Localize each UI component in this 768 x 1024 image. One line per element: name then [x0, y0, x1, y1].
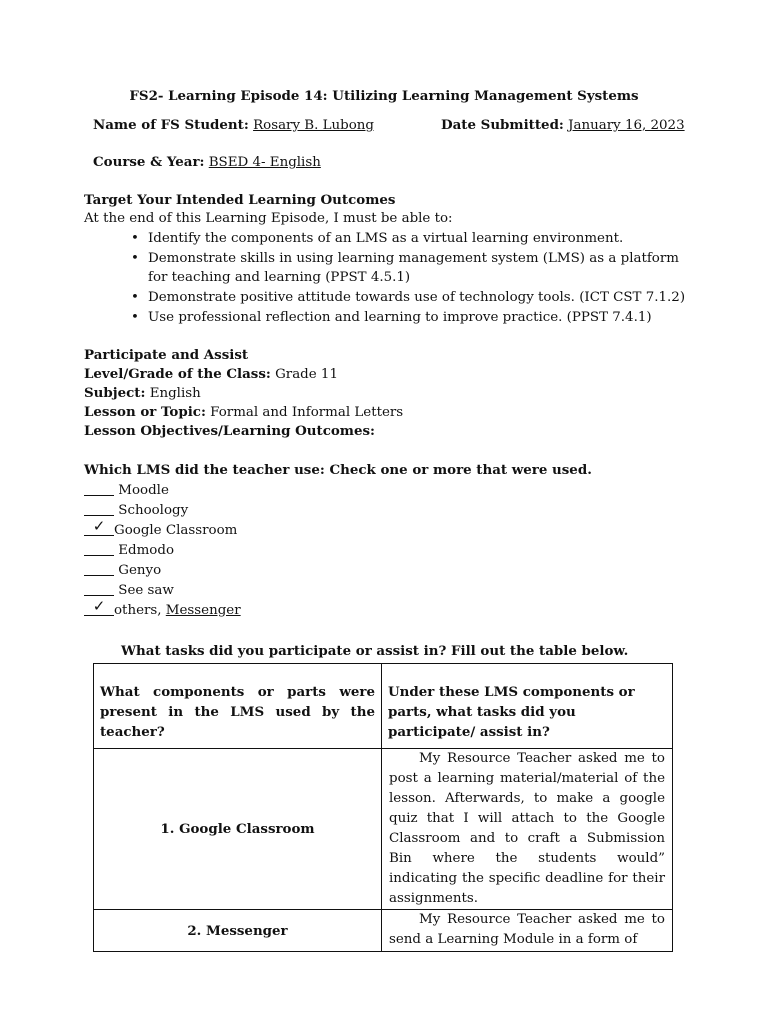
- lms-option-label: See saw: [118, 583, 174, 598]
- date-submitted-line: [441, 116, 685, 135]
- check-mark-icon: ✓: [92, 597, 106, 615]
- blank-line: [84, 501, 114, 516]
- lms-option-google-classroom: [84, 517, 238, 540]
- blank-line: [84, 561, 114, 576]
- subject-label: Subject:: [84, 385, 146, 401]
- lms-option-moodle: [84, 481, 169, 500]
- subject-value: English: [149, 386, 201, 401]
- outcome-item: • Use professional reflection and learning to improve practice. (PPST 7.4.1): [128, 308, 688, 327]
- course-year-line: [93, 153, 321, 172]
- class-level-line: [84, 365, 338, 384]
- table-row: [94, 910, 673, 952]
- course-year-label: Course & Year:: [93, 154, 205, 170]
- lms-option-edmodo: [84, 541, 174, 560]
- lms-option-others: [84, 597, 241, 620]
- outcome-item: • Demonstrate skills in using learning management system (LMS) as a platform for teaching and learning (PPST 4.5.1): [128, 249, 688, 287]
- component-cell: 2. Messenger: [94, 910, 382, 952]
- topic-value: Formal and Informal Letters: [210, 405, 404, 420]
- topic-label: Lesson or Topic:: [84, 404, 206, 420]
- participate-heading: Participate and Assist: [84, 347, 249, 363]
- outcome-item: • Identify the components of an LMS as a virtual learning environment.: [128, 229, 688, 248]
- date-submitted-value: January 16, 2023: [568, 118, 685, 133]
- tasks-prompt: What tasks did you participate or assist in? Fill out the table below.: [121, 643, 629, 659]
- lms-option-label: Edmodo: [118, 543, 175, 558]
- table-header-row: [94, 664, 673, 749]
- blank-line: [84, 517, 114, 536]
- date-submitted-label: Date Submitted:: [441, 117, 564, 133]
- blank-line: [84, 581, 114, 596]
- lms-option-genyo: [84, 561, 161, 580]
- tasks-table: [93, 663, 673, 952]
- table-row: [94, 749, 673, 910]
- check-mark-icon: ✓: [92, 517, 106, 535]
- lms-option-label: Schoology: [118, 503, 189, 518]
- blank-line: [84, 481, 114, 496]
- blank-line: [84, 541, 114, 556]
- lms-question: Which LMS did the teacher use: Check one or more that were used.: [84, 462, 592, 478]
- document-title: FS2- Learning Episode 14: Utilizing Learning Management Systems: [129, 88, 639, 104]
- lms-option-label: Genyo: [118, 563, 162, 578]
- student-name-line: [93, 116, 374, 135]
- task-cell: My Resource Teacher asked me to send a Learning Module in a form of: [382, 910, 673, 952]
- topic-line: [84, 403, 403, 422]
- outcomes-list: [128, 229, 688, 328]
- lms-option-others-value: Messenger: [165, 603, 241, 618]
- lms-option-label: Google Classroom: [114, 523, 238, 538]
- objectives-label: Lesson Objectives/Learning Outcomes:: [84, 423, 375, 439]
- course-year-value: BSED 4- English: [208, 155, 321, 170]
- subject-line: [84, 384, 201, 403]
- student-name-label: Name of FS Student:: [93, 117, 249, 133]
- outcome-item: • Demonstrate positive attitude towards use of technology tools. (ICT CST 7.1.2): [128, 288, 688, 307]
- component-cell: 1. Google Classroom: [94, 749, 382, 910]
- lms-option-label: Moodle: [118, 483, 169, 498]
- table-header-components: What components or parts were present in the LMS used by the teacher?: [94, 664, 382, 749]
- class-level-label: Level/Grade of the Class:: [84, 366, 271, 382]
- student-name-value: Rosary B. Lubong: [253, 118, 374, 133]
- lms-option-label: others,: [114, 603, 162, 618]
- blank-line: [84, 597, 114, 616]
- outcomes-heading: Target Your Intended Learning Outcomes: [84, 192, 396, 208]
- outcomes-intro: At the end of this Learning Episode, I must be able to:: [84, 211, 453, 226]
- class-level-value: Grade 11: [275, 367, 338, 382]
- task-cell: My Resource Teacher asked me to post a learning material/material of the lesson. Afterwards, to make a google quiz that I will attach to the Google Classroom and to craft a Submission Bin where the students would” indicating the specific deadline for their assignments.: [382, 749, 673, 910]
- table-header-tasks: Under these LMS components or parts, what tasks did you participate/ assist in?: [382, 664, 673, 749]
